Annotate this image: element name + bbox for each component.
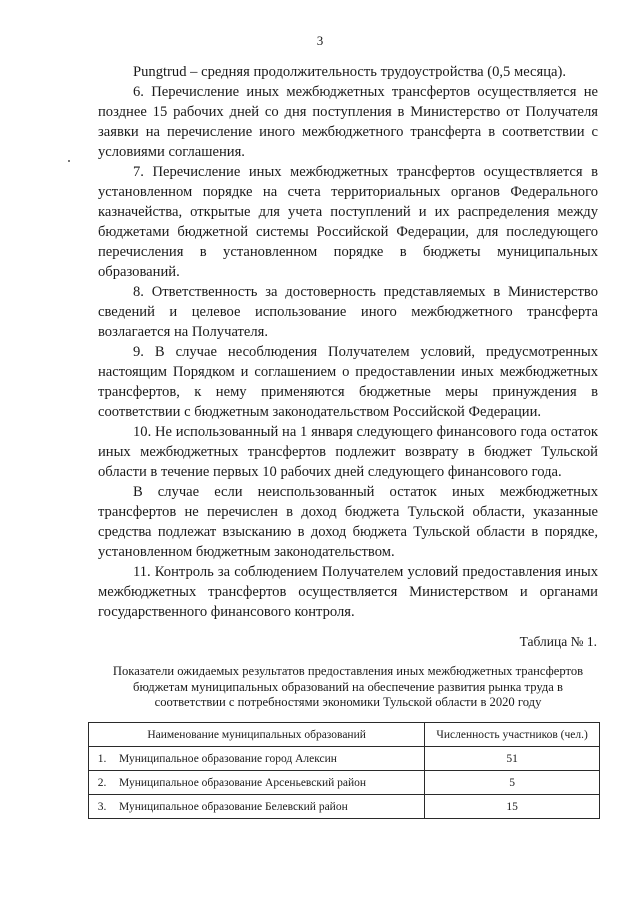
- paragraph-7: 7. Перечисление иных межбюджетных трансфертов осуществляется в установленном порядке на счета территориальных органов Федерального казначейства, открытые для учета поступлений и их распределения между бюджетами бюджетной системы Российской Федерации, для последующего перечисления в установленном порядке в бюджеты муниципальных образований.: [98, 164, 598, 280]
- header-participants: Численность участников (чел.): [425, 723, 600, 747]
- paragraph-10: 10. Не использованный на 1 января следующего финансового года остаток иных межбюджетных трансфертов подлежит возврату в бюджет Тульской области в течение первых 10 рабочих дней следующего финансового года.: [98, 424, 598, 480]
- paragraph-9: 9. В случае несоблюдения Получателем условий, предусмотренных настоящим Порядком и соглашением о предоставлении иных межбюджетных трансфертов, к нему применяются бюджетные меры принуждения в соответствии с бюджетным законодательством Российской Федерации.: [98, 344, 598, 420]
- row-number: 2.: [89, 771, 116, 795]
- row-municipality: Муниципальное образование Белевский район: [115, 795, 425, 819]
- paragraph-11: 11. Контроль за соблюдением Получателем условий предоставления иных межбюджетных трансфертов осуществляется Министерством и органами государственного финансового контроля.: [98, 564, 598, 620]
- row-municipality: Муниципальное образование Арсеньевский район: [115, 771, 425, 795]
- margin-mark: [68, 160, 70, 162]
- row-number: 3.: [89, 795, 116, 819]
- page-number: 3: [316, 33, 324, 48]
- table-row: [89, 747, 600, 771]
- paragraph-6: 6. Перечисление иных межбюджетных трансфертов осуществляется не позднее 15 рабочих дней со дня поступления в Министерство от Получателя заявки на перечисление иного межбюджетного трансферта в соответствии с условиями соглашения.: [98, 84, 598, 160]
- paragraph-8: 8. Ответственность за достоверность представляемых в Министерство сведений и целевое использование иного межбюджетного трансферта возлагается на Получателя.: [98, 284, 598, 340]
- results-table: [88, 722, 600, 819]
- row-municipality: Муниципальное образование город Алексин: [115, 747, 425, 771]
- body-text: [98, 62, 598, 622]
- table-row: [89, 795, 600, 819]
- paragraph-definition: Pungtrud – средняя продолжительность трудоустройства (0,5 месяца).: [133, 64, 567, 80]
- table-title: Показатели ожидаемых результатов предоставления иных межбюджетных трансфертов бюджетам муниципальных образований на обеспечение развития рынка труда в соответствии с потребностями экономики Тульской области в 2020 году: [112, 664, 584, 710]
- table-caption: Таблица № 1.: [519, 634, 597, 649]
- header-municipality: Наименование муниципальных образований: [89, 723, 425, 747]
- row-participants: 51: [425, 747, 600, 771]
- row-participants: 15: [425, 795, 600, 819]
- row-participants: 5: [425, 771, 600, 795]
- paragraph-10-continued: В случае если неиспользованный остаток иных межбюджетных трансфертов не перечислен в доход бюджета Тульской области, указанные средства подлежат взысканию в доход бюджета Тульской области в порядке, установленном бюджетным законодательством.: [98, 484, 598, 560]
- table-header-row: [89, 723, 600, 747]
- table-row: [89, 771, 600, 795]
- row-number: 1.: [89, 747, 116, 771]
